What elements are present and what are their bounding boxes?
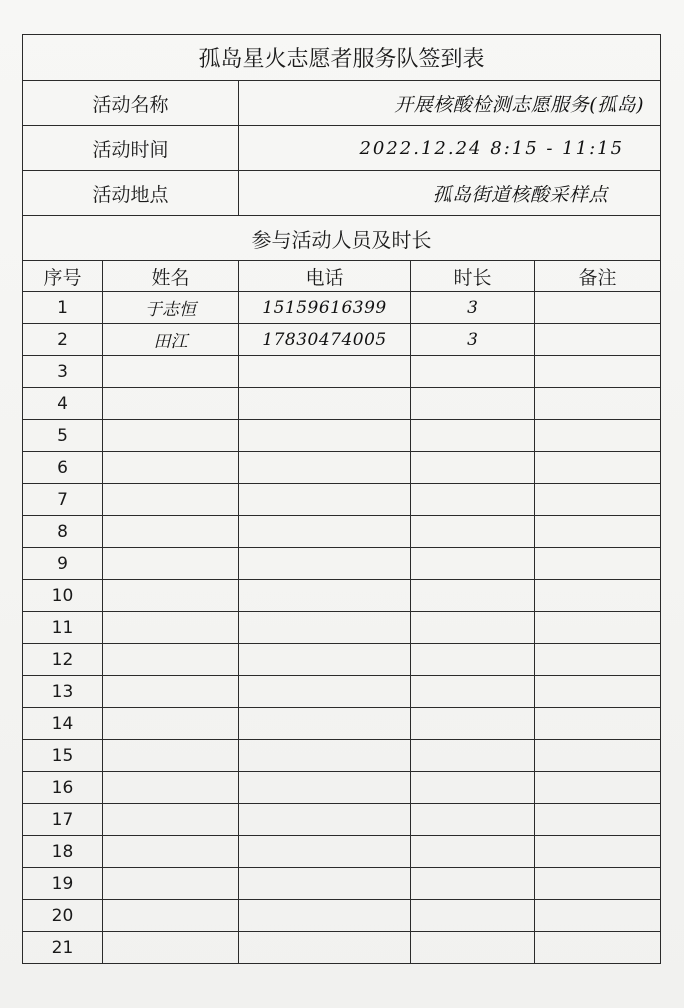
table-row xyxy=(23,836,661,868)
participant-name xyxy=(103,804,239,836)
row-number: 19 xyxy=(23,868,103,900)
participant-phone xyxy=(239,804,411,836)
participant-name xyxy=(103,612,239,644)
participant-phone xyxy=(239,388,411,420)
table-row xyxy=(23,548,661,580)
table-row xyxy=(23,580,661,612)
participant-phone xyxy=(239,452,411,484)
participant-duration xyxy=(411,580,535,612)
participant-phone xyxy=(239,868,411,900)
table-row xyxy=(23,612,661,644)
table-row xyxy=(23,708,661,740)
participant-name: 于志恒 xyxy=(103,292,239,324)
participant-duration xyxy=(411,772,535,804)
participant-note xyxy=(535,932,661,964)
column-header-name: 姓名 xyxy=(103,261,239,292)
column-header-row xyxy=(23,261,661,292)
participant-duration xyxy=(411,708,535,740)
participant-phone xyxy=(239,356,411,388)
participant-name: 田江 xyxy=(103,324,239,356)
participant-name xyxy=(103,484,239,516)
table-row xyxy=(23,644,661,676)
participant-note xyxy=(535,772,661,804)
participant-phone xyxy=(239,612,411,644)
participant-name xyxy=(103,836,239,868)
participant-note xyxy=(535,900,661,932)
participant-note xyxy=(535,708,661,740)
participant-note xyxy=(535,324,661,356)
table-row xyxy=(23,292,661,324)
participant-duration xyxy=(411,676,535,708)
participant-name xyxy=(103,516,239,548)
participant-note xyxy=(535,740,661,772)
participant-note xyxy=(535,580,661,612)
title-row xyxy=(23,35,661,81)
row-number: 5 xyxy=(23,420,103,452)
activity-place-row xyxy=(23,171,661,216)
participant-name xyxy=(103,644,239,676)
participant-phone xyxy=(239,420,411,452)
participant-note xyxy=(535,644,661,676)
participant-name xyxy=(103,868,239,900)
table-row xyxy=(23,484,661,516)
activity-name-value: 开展核酸检测志愿服务(孤岛) xyxy=(239,81,661,126)
activity-place-label: 活动地点 xyxy=(23,171,239,216)
participant-name xyxy=(103,420,239,452)
row-number: 20 xyxy=(23,900,103,932)
activity-name-label: 活动名称 xyxy=(23,81,239,126)
participant-note xyxy=(535,804,661,836)
participant-duration: 3 xyxy=(411,324,535,356)
participant-phone xyxy=(239,772,411,804)
table-row xyxy=(23,356,661,388)
participant-name xyxy=(103,356,239,388)
participant-duration xyxy=(411,484,535,516)
row-number: 11 xyxy=(23,612,103,644)
participant-phone xyxy=(239,644,411,676)
participant-name xyxy=(103,772,239,804)
row-number: 14 xyxy=(23,708,103,740)
table-row xyxy=(23,420,661,452)
participant-note xyxy=(535,868,661,900)
participant-duration xyxy=(411,900,535,932)
participant-note xyxy=(535,548,661,580)
participant-phone xyxy=(239,580,411,612)
table-row xyxy=(23,932,661,964)
row-number: 8 xyxy=(23,516,103,548)
participant-note xyxy=(535,356,661,388)
activity-place-value: 孤岛街道核酸采样点 xyxy=(239,171,661,216)
column-header-duration: 时长 xyxy=(411,261,535,292)
participant-duration xyxy=(411,868,535,900)
table-row xyxy=(23,676,661,708)
participant-note xyxy=(535,484,661,516)
participant-duration xyxy=(411,356,535,388)
row-number: 15 xyxy=(23,740,103,772)
row-number: 17 xyxy=(23,804,103,836)
participant-duration xyxy=(411,644,535,676)
participant-name xyxy=(103,708,239,740)
row-number: 1 xyxy=(23,292,103,324)
participant-duration xyxy=(411,548,535,580)
row-number: 13 xyxy=(23,676,103,708)
row-number: 6 xyxy=(23,452,103,484)
participant-duration xyxy=(411,420,535,452)
participant-note xyxy=(535,388,661,420)
participant-name xyxy=(103,740,239,772)
table-row xyxy=(23,900,661,932)
participant-name xyxy=(103,388,239,420)
participant-name xyxy=(103,900,239,932)
participant-note xyxy=(535,420,661,452)
participant-duration xyxy=(411,516,535,548)
participant-name xyxy=(103,548,239,580)
table-row xyxy=(23,804,661,836)
participant-phone xyxy=(239,516,411,548)
row-number: 18 xyxy=(23,836,103,868)
row-number: 4 xyxy=(23,388,103,420)
row-number: 9 xyxy=(23,548,103,580)
participants-section-row xyxy=(23,216,661,261)
activity-time-row xyxy=(23,126,661,171)
participant-phone xyxy=(239,708,411,740)
participants-section-title: 参与活动人员及时长 xyxy=(23,216,661,261)
row-number: 10 xyxy=(23,580,103,612)
row-number: 21 xyxy=(23,932,103,964)
participant-phone xyxy=(239,932,411,964)
participant-duration xyxy=(411,836,535,868)
participant-duration xyxy=(411,932,535,964)
participant-phone xyxy=(239,676,411,708)
row-number: 2 xyxy=(23,324,103,356)
row-number: 16 xyxy=(23,772,103,804)
row-number: 3 xyxy=(23,356,103,388)
participant-phone xyxy=(239,900,411,932)
table-row xyxy=(23,772,661,804)
participant-note xyxy=(535,292,661,324)
participant-duration xyxy=(411,804,535,836)
column-header-no: 序号 xyxy=(23,261,103,292)
participant-duration: 3 xyxy=(411,292,535,324)
table-row xyxy=(23,516,661,548)
activity-time-label: 活动时间 xyxy=(23,126,239,171)
participant-name xyxy=(103,452,239,484)
row-number: 7 xyxy=(23,484,103,516)
column-header-note: 备注 xyxy=(535,261,661,292)
participant-note xyxy=(535,612,661,644)
form-title: 孤岛星火志愿者服务队签到表 xyxy=(23,35,661,81)
table-row xyxy=(23,740,661,772)
participant-name xyxy=(103,580,239,612)
participant-name xyxy=(103,676,239,708)
participant-note xyxy=(535,676,661,708)
table-row xyxy=(23,868,661,900)
participant-duration xyxy=(411,388,535,420)
participant-note xyxy=(535,516,661,548)
participant-phone: 15159616399 xyxy=(239,292,411,324)
activity-time-value: 2022.12.24 8:15 - 11:15 xyxy=(239,126,661,171)
participant-duration xyxy=(411,452,535,484)
participant-phone: 17830474005 xyxy=(239,324,411,356)
participant-duration xyxy=(411,612,535,644)
column-header-phone: 电话 xyxy=(239,261,411,292)
participant-duration xyxy=(411,740,535,772)
sign-in-form-table xyxy=(22,34,661,964)
participant-phone xyxy=(239,548,411,580)
table-row xyxy=(23,452,661,484)
participant-phone xyxy=(239,484,411,516)
participant-phone xyxy=(239,836,411,868)
table-row xyxy=(23,324,661,356)
participant-name xyxy=(103,932,239,964)
participant-note xyxy=(535,452,661,484)
activity-name-row xyxy=(23,81,661,126)
table-row xyxy=(23,388,661,420)
participant-phone xyxy=(239,740,411,772)
participant-note xyxy=(535,836,661,868)
row-number: 12 xyxy=(23,644,103,676)
